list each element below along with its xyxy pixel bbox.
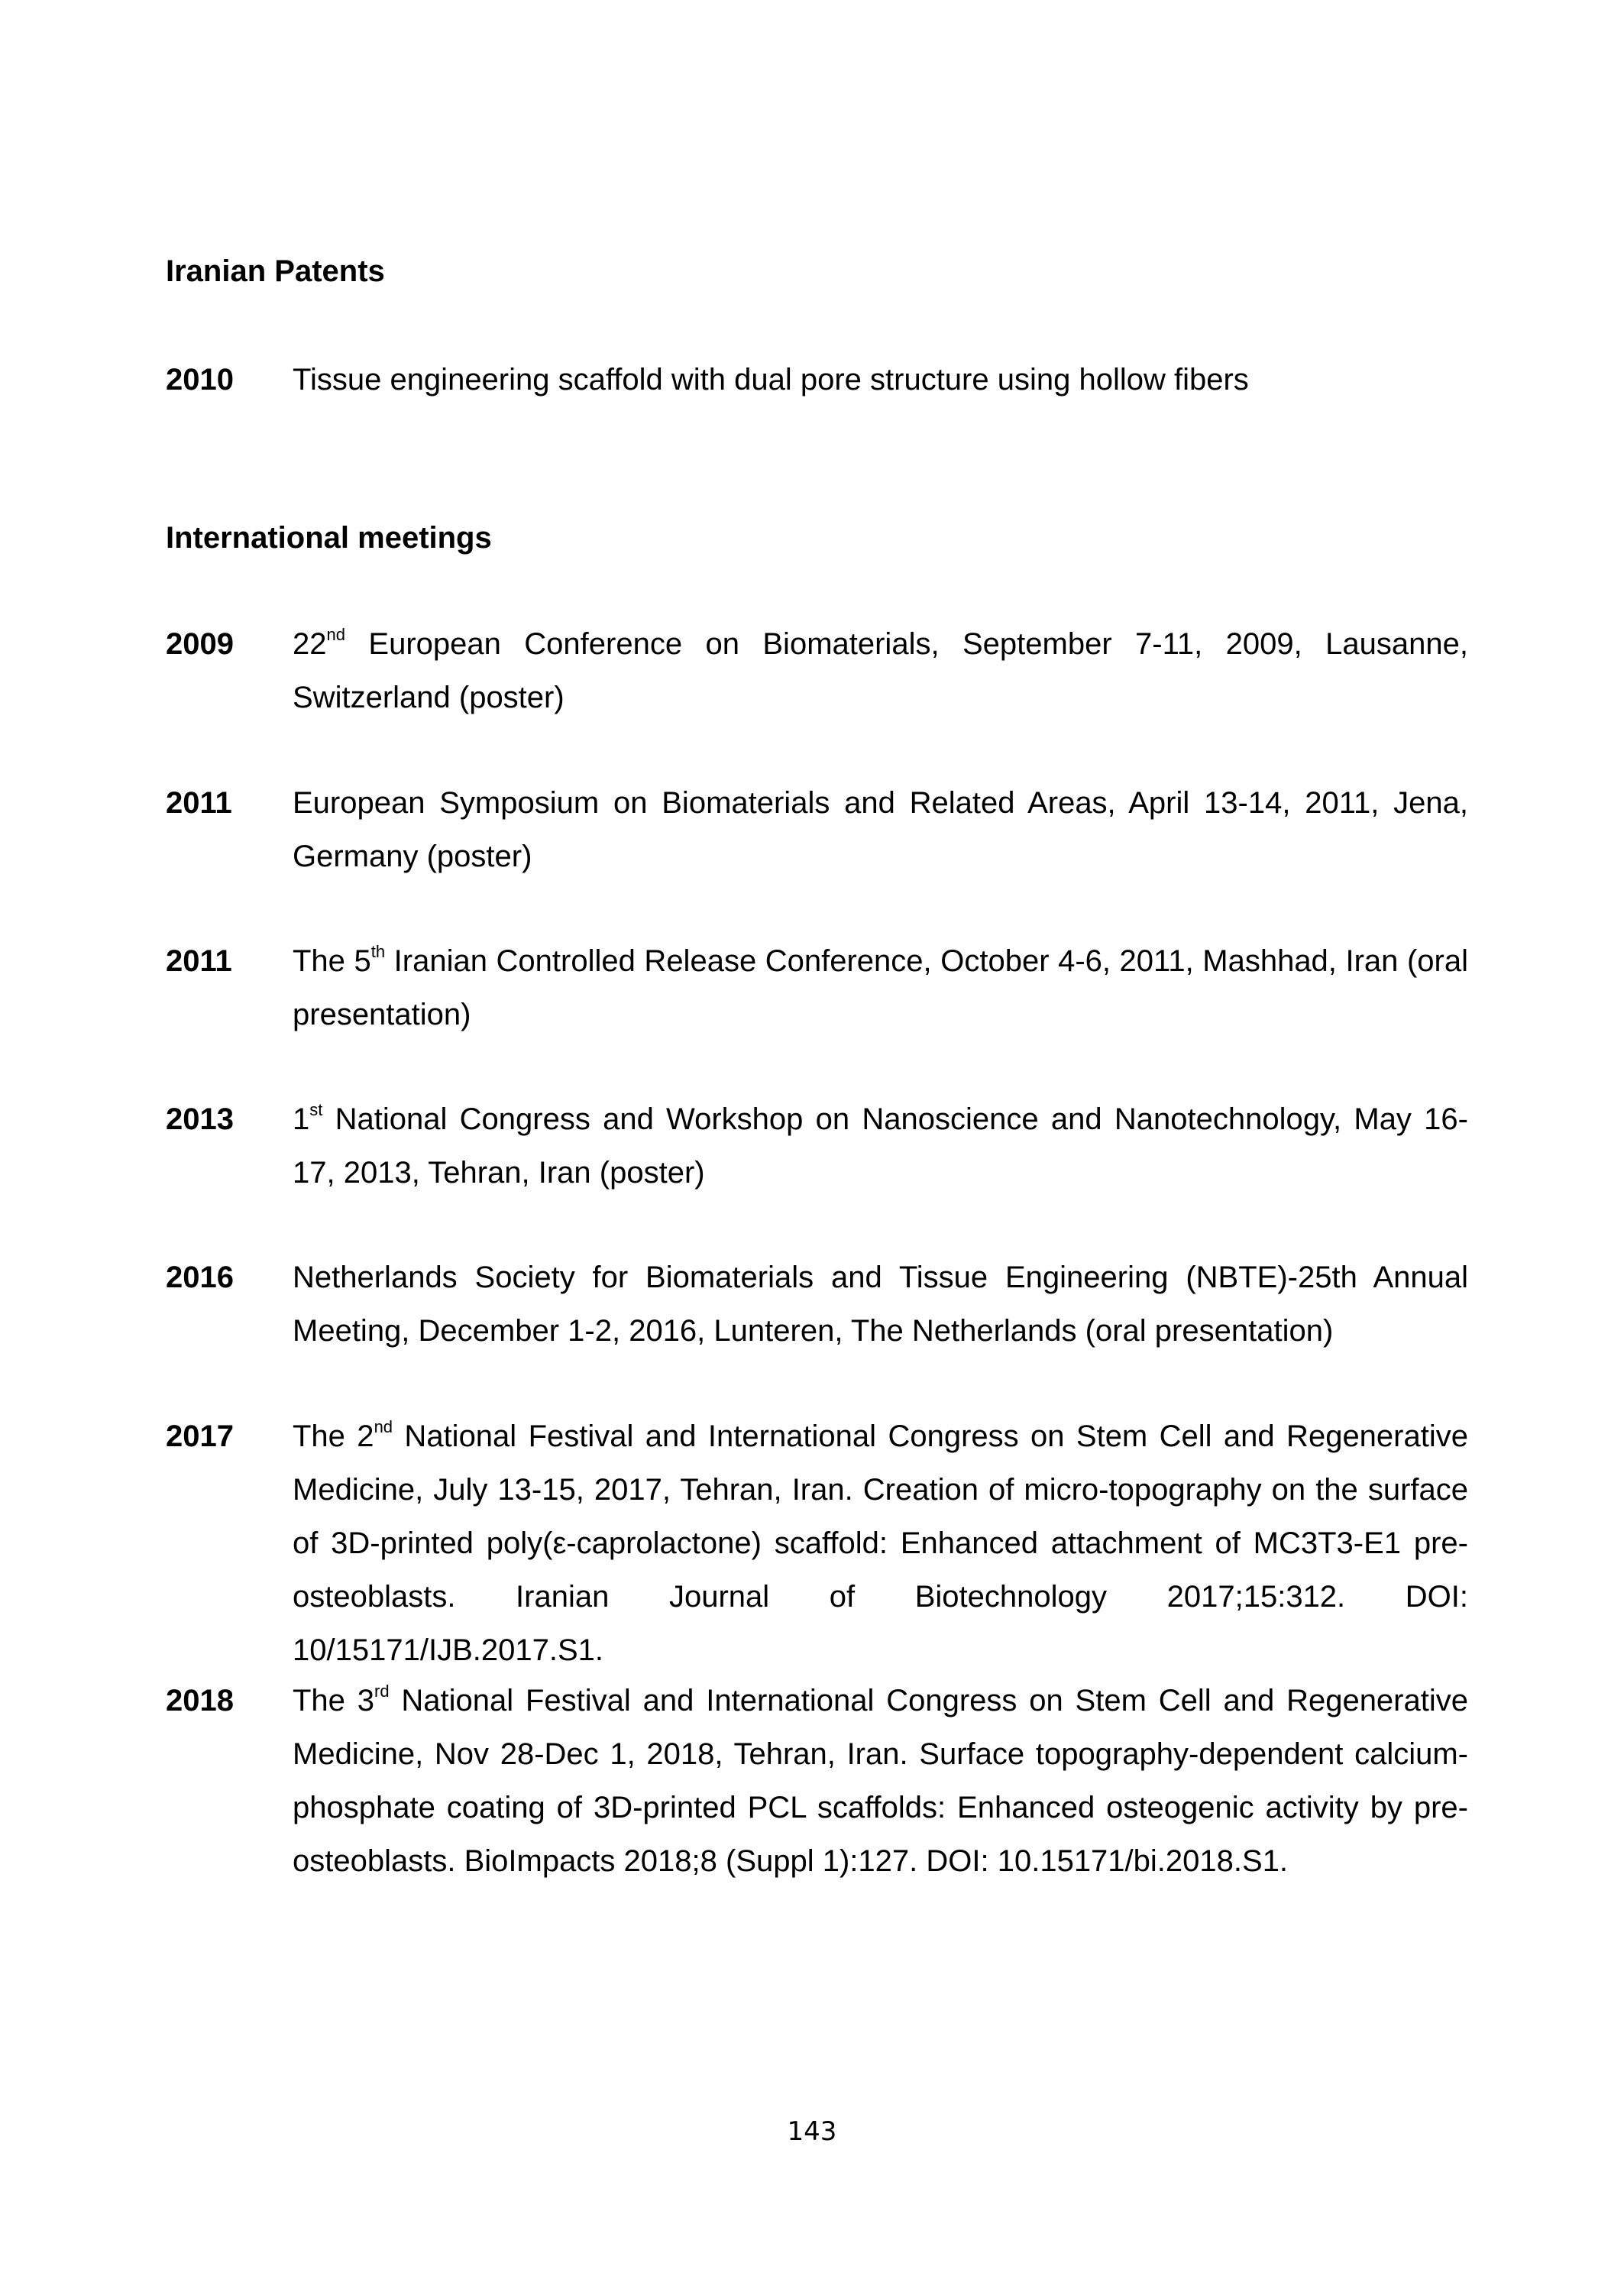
meeting-entry (166, 1093, 1468, 1199)
entry-year: 2017 (166, 1420, 234, 1453)
meetings-heading: International meetings (166, 521, 492, 555)
meeting-entry (166, 1251, 1468, 1358)
meeting-entry (166, 934, 1468, 1041)
entry-text: 22nd European Conference on Biomaterials, September 7-11, 2009, Lausanne, Switzerland (poster) (293, 625, 1468, 714)
entry-text: 1st National Congress and Workshop on Nanoscience and Nanotechnology, May 16-17, 2013, Tehran, Iran (poster) (293, 1100, 1468, 1190)
meeting-entry (166, 1410, 1468, 1677)
patent-entry (166, 353, 1468, 406)
meeting-entry (166, 776, 1468, 883)
entry-year: 2016 (166, 1261, 234, 1294)
entry-text: The 5th Iranian Controlled Release Conference, October 4-6, 2011, Mashhad, Iran (oral presentation) (293, 942, 1468, 1031)
entry-text: Tissue engineering scaffold with dual pore structure using hollow fibers (293, 363, 1249, 397)
entry-year: 2013 (166, 1102, 234, 1136)
patents-heading: Iranian Patents (166, 254, 385, 288)
meeting-entry (166, 1674, 1468, 1888)
entry-text: Netherlands Society for Biomaterials and Tissue Engineering (NBTE)-25th Annual Meeting, December 1-2, 2016, Lunteren, The Netherlands (oral presentation) (293, 1261, 1468, 1348)
entry-year: 2018 (166, 1684, 234, 1717)
page-number: 143 (787, 2116, 837, 2147)
entry-year: 2009 (166, 627, 234, 661)
entry-year: 2010 (166, 363, 234, 397)
entry-year: 2011 (166, 786, 232, 820)
entry-text: The 3rd National Festival and International Congress on Stem Cell and Regenerative Medicine, Nov 28-Dec 1, 2018, Tehran, Iran. Surface topography-dependent calcium-phosphate coating of 3D-printed PCL scaffolds: Enhanced osteogenic activity by pre-osteoblasts. BioImpacts 2018;8 (Suppl 1):127. DOI: 10.15171/bi.2018.S1. (293, 1682, 1468, 1878)
entry-year: 2011 (166, 944, 232, 978)
entry-text: The 2nd National Festival and International Congress on Stem Cell and Regenerative Medicine, July 13-15, 2017, Tehran, Iran. Creation of micro-topography on the surface of 3D-printed poly(ε-caprolactone) scaffold: Enhanced attachment of MC3T3-E1 pre-osteoblasts. Iranian Journal of Biotechnology 2017;15:312. DOI: 10/15171/IJB.2017.S1. (293, 1417, 1468, 1667)
entry-text: European Symposium on Biomaterials and Related Areas, April 13-14, 2011, Jena, Germany (poster) (293, 786, 1468, 873)
meeting-entry (166, 617, 1468, 724)
